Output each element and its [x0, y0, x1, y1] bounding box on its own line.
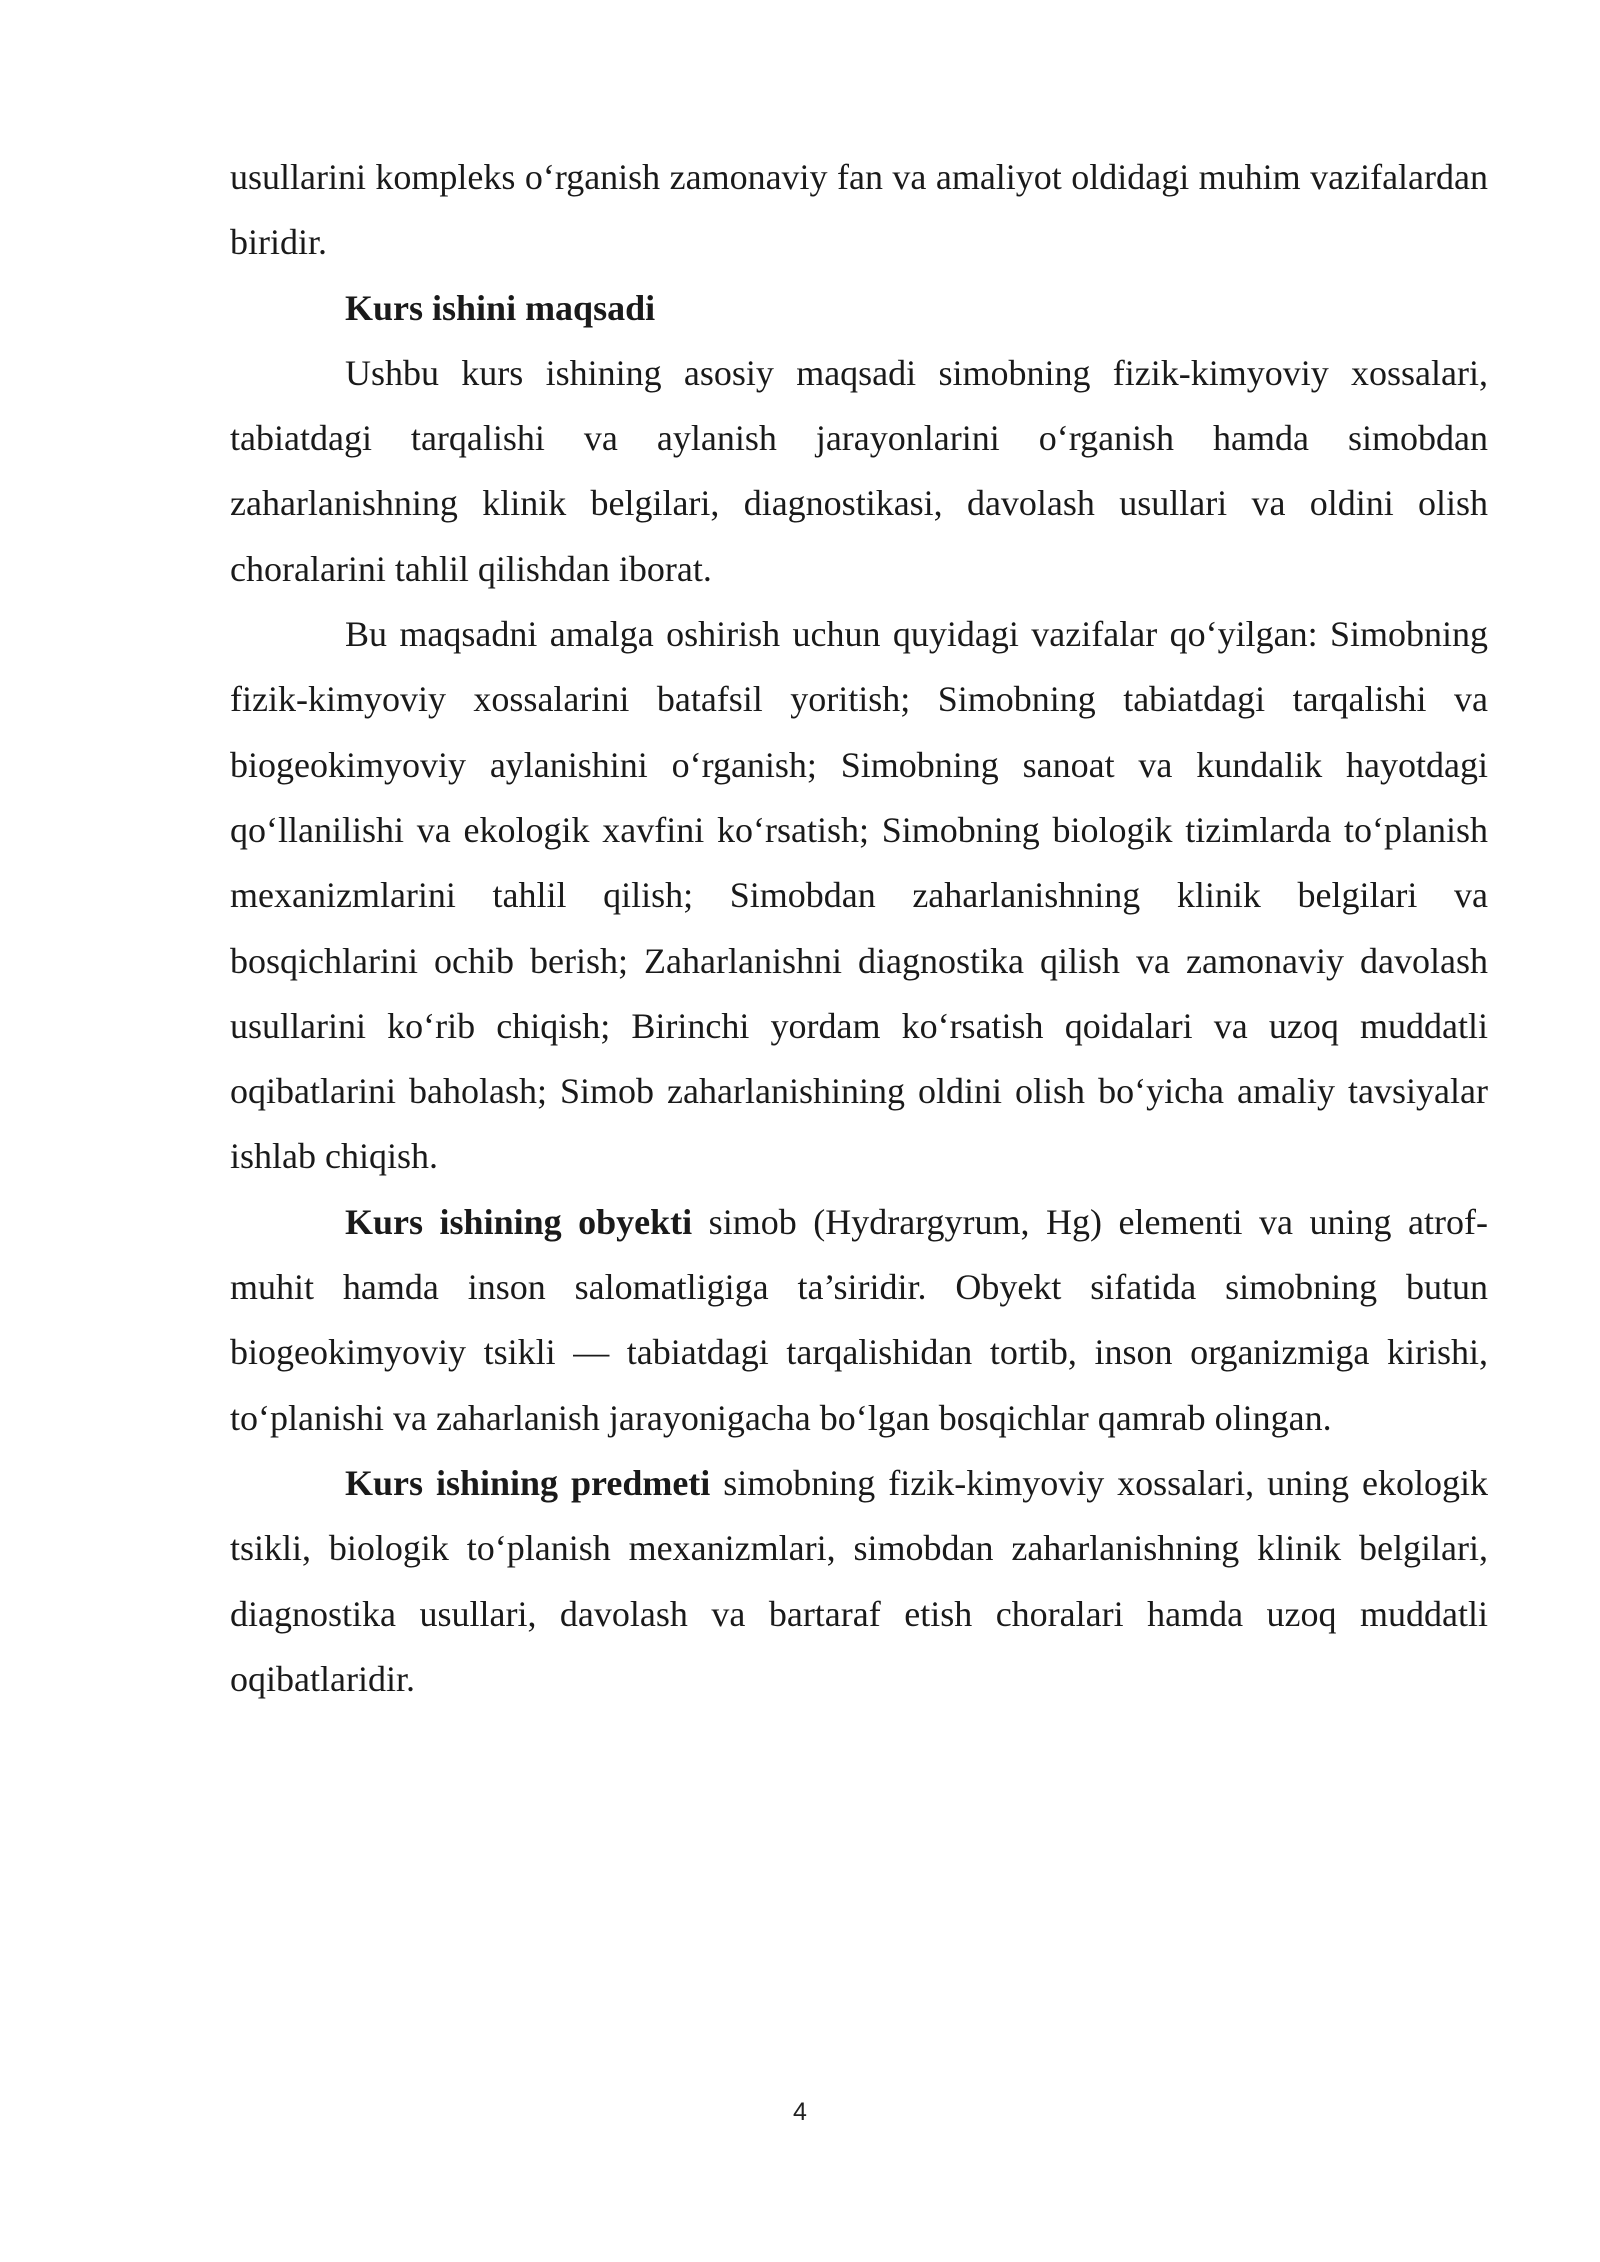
tasks-paragraph: Bu maqsadni amalga oshirish uchun quyidagi vazifalar qo‘yilgan: Simobning fizik-kimyoviy xossalarini batafsil yoritish; Simobning tabiatdagi tarqalishi va biogeokimyoviy aylanishini o‘rganish; Simobning sanoat va kundalik hayotdagi qo‘llanilishi va ekologik xavfini ko‘rsatish; Simobning biologik tizimlarda to‘planish mexanizmlarini tahlil qilish; Simobdan zaharlanishning klinik belgilari va bosqichlarini ochib berish; Zaharlanishni diagnostika qilish va zamonaviy davolash usullarini ko‘rib chiqish; Birinchi yordam ko‘rsatish qoidalari va uzoq muddatli oqibatlarini baholash; Simob zaharlanishining oldini olish bo‘yicha amaliy tavsiyalar ishlab chiqish. — [230, 614, 1488, 1177]
page-number: 4 — [793, 2098, 807, 2126]
goal-heading: Kurs ishini maqsadi — [345, 287, 656, 328]
subject-lead: Kurs ishining predmeti — [345, 1462, 711, 1503]
document-body — [230, 145, 1488, 1712]
subject-text: simobning fizik-kimyoviy xossalari, uning ekologik tsikli, biologik to‘planish mexanizmlari, simobdan zaharlanishning klinik belgilari, diagnostika usullari, davolash va bartaraf etish choralari hamda uzoq muddatli oqibatlaridir. — [230, 1462, 1489, 1699]
intro-tail-paragraph: usullarini kompleks o‘rganish zamonaviy fan va amaliyot oldidagi muhim vazifalardan biridir. — [230, 157, 1488, 263]
goal-paragraph: Ushbu kurs ishining asosiy maqsadi simobning fizik-kimyoviy xossalari, tabiatdagi tarqalishi va aylanish jarayonlarini o‘rganish hamda simobdan zaharlanishning klinik belgilari, diagnostikasi, davolash usullari va oldini olish choralarini tahlil qilishdan iborat. — [230, 352, 1488, 589]
object-text: simob (Hydrargyrum, Hg) elementi va uning atrof-muhit hamda inson salomatligiga ta’siridir. Obyekt sifatida simobning butun biogeokimyoviy tsikli — tabiatdagi tarqalishidan tortib, inson organizmiga kirishi, to‘planishi va zaharlanish jarayonigacha bo‘lgan bosqichlar qamrab olingan. — [230, 1201, 1488, 1438]
subject-paragraph — [230, 1451, 1488, 1712]
object-paragraph — [230, 1190, 1488, 1451]
object-lead: Kurs ishining obyekti — [345, 1201, 693, 1242]
